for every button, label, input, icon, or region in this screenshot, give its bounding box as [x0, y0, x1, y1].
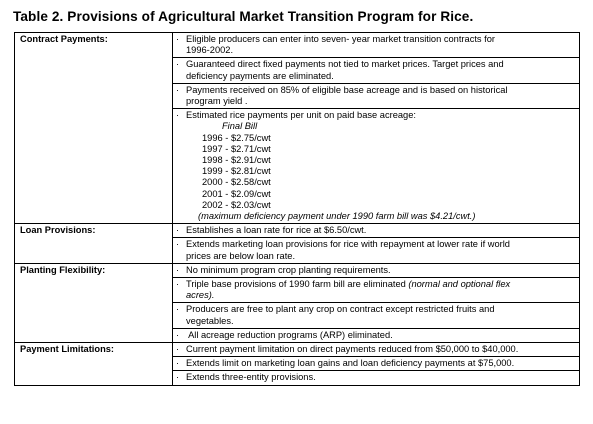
payment-row: 1996 - $2.75/cwt	[202, 132, 271, 143]
payment-row: 1998 - $2.91/cwt	[202, 155, 271, 166]
payment-note: (maximum deficiency payment under 1990 farm bill was $4.21/cwt.)	[198, 211, 476, 222]
provision-item: · All acreage reduction programs (ARP) eliminated.	[173, 328, 580, 342]
provision-item: · Current payment limitation on direct payments reduced from $50,000 to $40,000.	[173, 343, 580, 357]
provision-item: · Extends marketing loan provisions for rice with repayment at lower rate if world prices are below loan rate.	[173, 238, 580, 263]
table-row	[15, 263, 580, 277]
category-loan-provisions: Loan Provisions:	[15, 224, 173, 264]
provision-item: · Payments received on 85% of eligible base acreage and is based on historical program yield .	[173, 83, 580, 108]
category-planting-flexibility: Planting Flexibility:	[15, 263, 173, 342]
provision-item-payments: · Estimated rice payments per unit on paid base acreage: Final Bill 1996 - $2.75/cwt 1997 - $2.71/cwt 1998 - $2.91/cwt 1999 - $2.81/cwt 2000 - $2.58/cwt 2001 - $2.09/cwt 2002 - $2.03/cwt (maximum deficiency payment under 1990 farm bill was $4.21/cwt.)	[173, 109, 580, 224]
payment-row: 2002 - $2.03/cwt	[202, 199, 271, 210]
payment-row: 2001 - $2.09/cwt	[202, 188, 271, 199]
table-row	[15, 343, 580, 357]
final-bill-subhead: Final Bill	[222, 121, 258, 132]
provision-item: · Guaranteed direct fixed payments not tied to market prices. Target prices and deficiency payments are eliminated.	[173, 58, 580, 83]
category-contract-payments: Contract Payments:	[15, 33, 173, 224]
provision-item: · Extends three-entity provisions.	[173, 371, 580, 385]
table-row	[15, 224, 580, 238]
payment-row: 1999 - $2.81/cwt	[202, 166, 271, 177]
provision-item: · Eligible producers can enter into seven- year market transition contracts for 1996-2002.	[173, 33, 580, 58]
table-row	[15, 33, 580, 58]
payment-row: 1997 - $2.71/cwt	[202, 143, 271, 154]
provisions-table	[14, 32, 580, 386]
table-title: Table 2. Provisions of Agricultural Market Transition Program for Rice.	[13, 9, 474, 24]
provision-item: · Extends limit on marketing loan gains and loan deficiency payments at $75,000.	[173, 357, 580, 371]
payment-row: 2000 - $2.58/cwt	[202, 177, 271, 188]
provision-item: · Triple base provisions of 1990 farm bill are eliminated (normal and optional flex acres).	[173, 278, 580, 303]
provision-item: · Establishes a loan rate for rice at $6.50/cwt.	[173, 224, 580, 238]
provision-item: · No minimum program crop planting requirements.	[173, 263, 580, 277]
category-payment-limitations: Payment Limitations:	[15, 343, 173, 386]
provision-item: · Producers are free to plant any crop on contract except restricted fruits and vegetables.	[173, 303, 580, 328]
